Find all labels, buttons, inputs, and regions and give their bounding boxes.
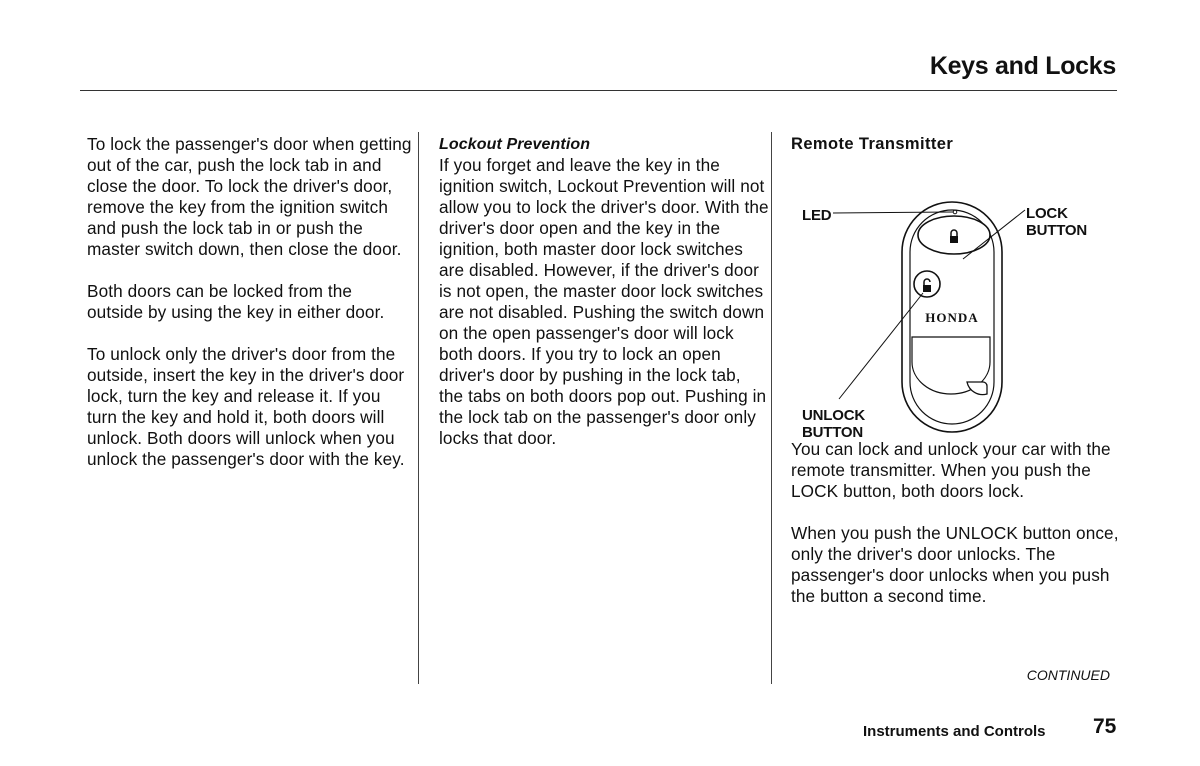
unlock-button-label-line2: BUTTON bbox=[802, 424, 864, 441]
continued-note: CONTINUED bbox=[1026, 667, 1110, 683]
page-number: 75 bbox=[1093, 715, 1117, 738]
lock-button-label-line2: BUTTON bbox=[1026, 222, 1088, 239]
column-divider-2 bbox=[771, 132, 772, 684]
lockout-prevention-text: If you forget and leave the key in the ignition switch, Lockout Prevention will not allow you to lock the driver's door. With the driver's door open and the key in the ignition, both master door lock switches are disabled. However, if the driver's door is not open, the master door lock switches are not disabled. Pushing the switch down on the open passenger's door will lock both doors. If you try to lock an open driver's door by pushing in the lock tab, the tabs on both doors pop out. Pushing in the lock tab on the passenger's door only locks that door. bbox=[439, 155, 769, 448]
remote-transmitter-figure bbox=[791, 164, 1121, 439]
paragraph-remote-unlock: When you push the UNLOCK button once, only the driver's door unlocks. The passenger's door unlocks when you push the button a second time. bbox=[791, 523, 1119, 606]
paragraph-locking: To lock the passenger's door when getting out of the car, push the lock tab in and close the door. To lock the driver's door, remove the key from the ignition switch and push the lock tab in or push the master switch down, then close the door. bbox=[87, 134, 412, 259]
unlock-button-shape bbox=[914, 271, 940, 297]
column-1 bbox=[87, 134, 412, 491]
lockout-prevention-heading: Lockout Prevention bbox=[439, 136, 591, 153]
lock-button-shape bbox=[918, 216, 990, 254]
lock-button-label-line1: LOCK bbox=[1026, 205, 1068, 222]
led-label: LED bbox=[802, 207, 832, 224]
column-3 bbox=[791, 134, 1121, 628]
brand-logo: HONDA bbox=[925, 310, 979, 325]
remote-transmitter-heading: Remote Transmitter bbox=[791, 135, 954, 153]
paragraph-remote-lock: You can lock and unlock your car with the remote transmitter. When you push the LOCK button, both doors lock. bbox=[791, 439, 1111, 501]
paragraph-unlocking: To unlock only the driver's door from the outside, insert the key in the driver's door lock, turn the key and release it. If you turn the key and hold it, both doors will unlock. Both doors will unlock when you unlock the passenger's door with the key. bbox=[87, 344, 405, 469]
remote-transmitter-illustration bbox=[791, 164, 1121, 439]
paragraph-key-locking: Both doors can be locked from the outside by using the key in either door. bbox=[87, 281, 385, 322]
column-divider-1 bbox=[418, 132, 419, 684]
title-divider bbox=[80, 90, 1117, 91]
footer-section-title: Instruments and Controls bbox=[863, 723, 1046, 740]
page-title: Keys and Locks bbox=[929, 52, 1116, 80]
column-2 bbox=[439, 134, 769, 470]
unlock-button-label-line1: UNLOCK bbox=[802, 407, 865, 424]
